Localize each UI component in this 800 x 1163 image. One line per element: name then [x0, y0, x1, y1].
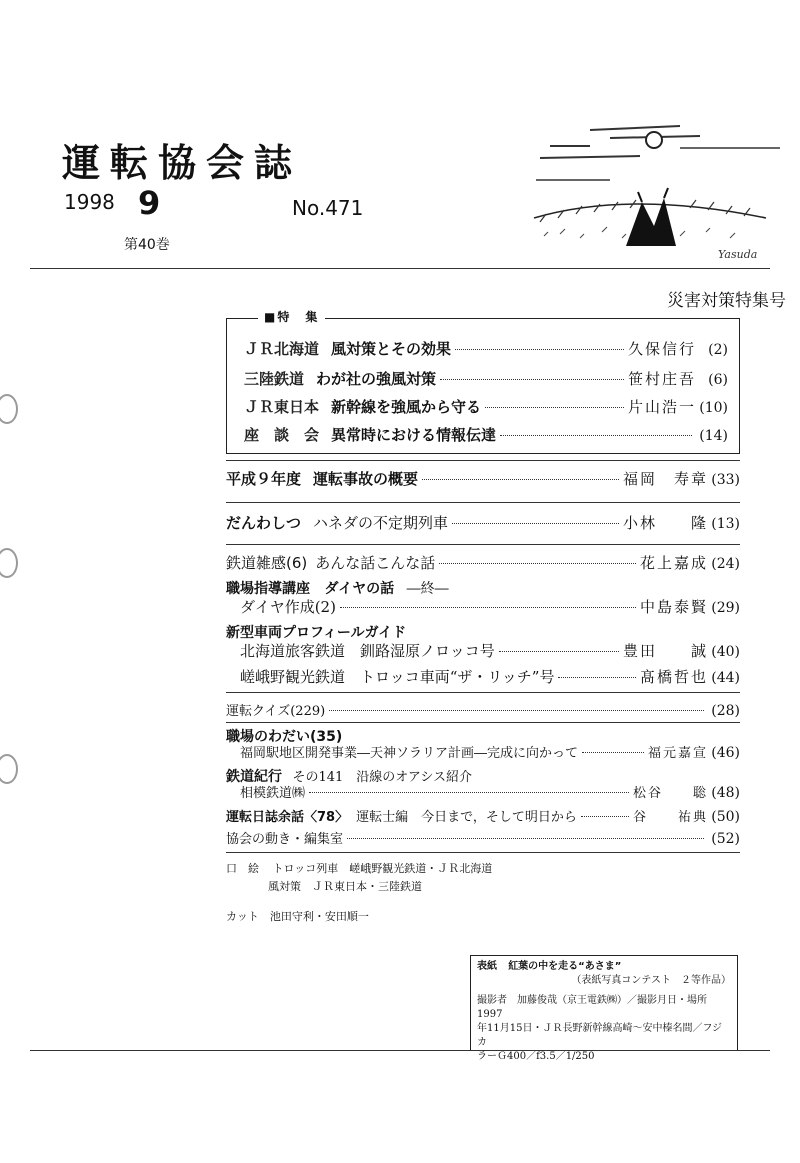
toc-title: 運転士編 今日まで，そして明日から: [356, 810, 577, 825]
feature-title: わが社の強風対策: [316, 370, 437, 388]
toc-page: (52): [711, 831, 740, 847]
feature-title: 新幹線を強風から守る: [331, 398, 482, 416]
feature-page: (14): [699, 428, 728, 444]
leader-dots: [439, 563, 636, 564]
illustration-signature: Yasuda: [718, 248, 758, 261]
feature-page: (2): [708, 342, 728, 358]
section-rule: [226, 722, 740, 723]
section-rule: [226, 460, 740, 461]
feature-label: ■特 集: [258, 308, 325, 325]
cover-line1: 撮影者 加藤俊哉（京王電鉄㈱）／撮影月日・場所 1997: [477, 995, 717, 1020]
leader-dots: [340, 607, 636, 608]
toc-page: (44): [711, 670, 740, 686]
section-rule: [226, 692, 740, 693]
toc-title: 運転事故の概要: [313, 470, 419, 488]
toc-page: (46): [711, 745, 740, 761]
feature-author: 片山浩一: [627, 398, 696, 416]
toc-title: ダイヤの話: [324, 581, 395, 597]
feature-item[interactable]: [244, 424, 728, 445]
toc-heading: 運転日誌余話〈78〉: [226, 810, 349, 825]
toc-author: 豊田 誠: [622, 642, 708, 660]
feature-category: ＪＲ東日本: [244, 398, 320, 416]
moon-landscape-illustration: [530, 118, 786, 266]
toc-title: 運転クイズ(229): [226, 704, 326, 719]
feature-author: 久保信行: [627, 340, 696, 358]
issue-year: 1998: [64, 190, 115, 214]
leader-dots: [329, 710, 704, 711]
binder-hole: [0, 394, 18, 424]
toc-page: (50): [711, 809, 740, 825]
feature-page: (6): [708, 372, 728, 388]
leader-dots: [500, 435, 692, 436]
toc-item-profile2[interactable]: [240, 666, 740, 687]
toc-page: (28): [711, 703, 740, 719]
toc-heading: 鉄道紀行: [226, 769, 282, 785]
toc-author: 松谷 聡: [632, 786, 708, 801]
binder-hole: [0, 548, 18, 578]
feature-category: ＪＲ北海道: [244, 340, 320, 358]
section-rule: [226, 852, 740, 853]
feature-title: 異常時における情報伝達: [331, 426, 497, 444]
toc-item-quiz[interactable]: [226, 700, 740, 719]
toc-author: 髙橋哲也: [639, 668, 708, 686]
toc-page: (24): [711, 556, 740, 572]
section-rule: [226, 502, 740, 503]
toc-page: (33): [711, 472, 740, 488]
toc-title: 福岡駅地区開発事業―天神ソラリア計画―完成に向かって: [240, 746, 579, 761]
issue-month: 9: [138, 184, 161, 222]
toc-title: 北海道旅客鉄道 釧路湿原ノロッコ号: [240, 642, 495, 660]
cut-credit: カット 池田守利・安田順一: [226, 910, 369, 923]
kuchie-label: 口 絵: [226, 862, 259, 875]
header-rule: [30, 268, 770, 269]
toc-item-wadai[interactable]: [240, 742, 740, 761]
leader-dots: [581, 816, 629, 817]
toc-author: 中島泰賢: [639, 598, 708, 616]
leader-dots: [452, 523, 619, 524]
cover-title: 紅葉の中を走る“あさま”: [508, 961, 622, 972]
cover-line2: 年11月15日・ＪＲ長野新幹線高崎～安中榛名間／フジカ: [477, 1023, 723, 1048]
special-issue-title: 災害対策特集号: [667, 291, 786, 311]
toc-heading: 職場のわだい(35): [226, 729, 343, 745]
toc-title: 嵯峨野観光鉄道 トロッコ車両“ザ・リッチ”号: [240, 668, 555, 686]
cover-label: 表紙: [477, 961, 497, 972]
toc-item-accident[interactable]: [226, 468, 740, 489]
toc-item-koza[interactable]: [240, 596, 740, 617]
toc-item-nisshi[interactable]: [226, 806, 740, 825]
toc-page: (40): [711, 644, 740, 660]
leader-dots: [347, 838, 704, 839]
feature-item[interactable]: [244, 396, 728, 417]
toc-author: 谷 祐典: [632, 810, 708, 825]
toc-item-kyokai[interactable]: [226, 828, 740, 847]
toc-page: (29): [711, 600, 740, 616]
toc-heading: 鉄道雑感(6): [226, 554, 308, 572]
magazine-title: 運転協会誌: [62, 141, 303, 185]
feature-page: (10): [699, 400, 728, 416]
toc-item-zakkan[interactable]: [226, 552, 740, 573]
kuchie-line1: トロッコ列車 嵯峨野観光鉄道・ＪＲ北海道: [272, 862, 493, 875]
feature-item[interactable]: [244, 368, 728, 389]
cover-info-box: [470, 955, 738, 1062]
toc-heading: 職場指導講座: [226, 581, 310, 597]
toc-heading: 新型車両プロフィールガイド: [226, 625, 407, 641]
toc-author: 小林 隆: [622, 514, 708, 532]
toc-title: ハネダの不定期列車: [313, 514, 449, 532]
feature-item[interactable]: [244, 338, 728, 359]
toc-suffix: ―終―: [406, 581, 449, 597]
binder-hole: [0, 754, 18, 784]
toc-title: 相模鉄道㈱: [240, 786, 306, 801]
issue-number: No.471: [292, 196, 364, 220]
toc-heading-koza: [226, 578, 449, 598]
toc-title: ダイヤ作成(2): [240, 598, 336, 616]
kuchie-line2: 風対策 ＪＲ東日本・三陸鉄道: [268, 880, 422, 893]
leader-dots: [499, 651, 619, 652]
leader-dots: [582, 752, 644, 753]
feature-title: 風対策とその効果: [331, 340, 452, 358]
leader-dots: [455, 349, 624, 350]
toc-title: 協会の動き・編集室: [226, 832, 344, 847]
toc-heading-profile: [226, 622, 406, 642]
feature-category: 座 談 会: [244, 426, 320, 444]
toc-title: あんな話こんな話: [315, 554, 436, 572]
kuchie-credit: [226, 860, 492, 876]
leader-dots: [309, 792, 629, 793]
section-rule: [226, 544, 740, 545]
toc-heading: 平成９年度: [226, 470, 302, 488]
toc-author: 福岡 寿章: [622, 470, 708, 488]
toc-item-kiko[interactable]: [240, 782, 740, 801]
toc-page: (13): [711, 516, 740, 532]
toc-title: その141 沿線のオアシス紹介: [292, 770, 472, 785]
toc-item-danwa[interactable]: [226, 512, 740, 533]
toc-author: 福元嘉宣: [647, 746, 708, 761]
toc-heading: だんわしつ: [226, 514, 302, 532]
cover-award: （表紙写真コンテスト ２等作品）: [571, 975, 731, 986]
cover-line3: ラーＧ400／f3.5／1/250: [477, 1051, 595, 1062]
leader-dots: [440, 379, 624, 380]
volume-number: 第40巻: [124, 237, 170, 253]
feature-author: 笹村庄吾: [627, 370, 696, 388]
toc-author: 花上嘉成: [639, 554, 708, 572]
leader-dots: [485, 407, 624, 408]
feature-category: 三陸鉄道: [244, 370, 305, 388]
toc-item-profile1[interactable]: [240, 640, 740, 661]
toc-page: (48): [711, 785, 740, 801]
leader-dots: [558, 677, 636, 678]
leader-dots: [422, 479, 619, 480]
footer-rule: [30, 1050, 770, 1051]
